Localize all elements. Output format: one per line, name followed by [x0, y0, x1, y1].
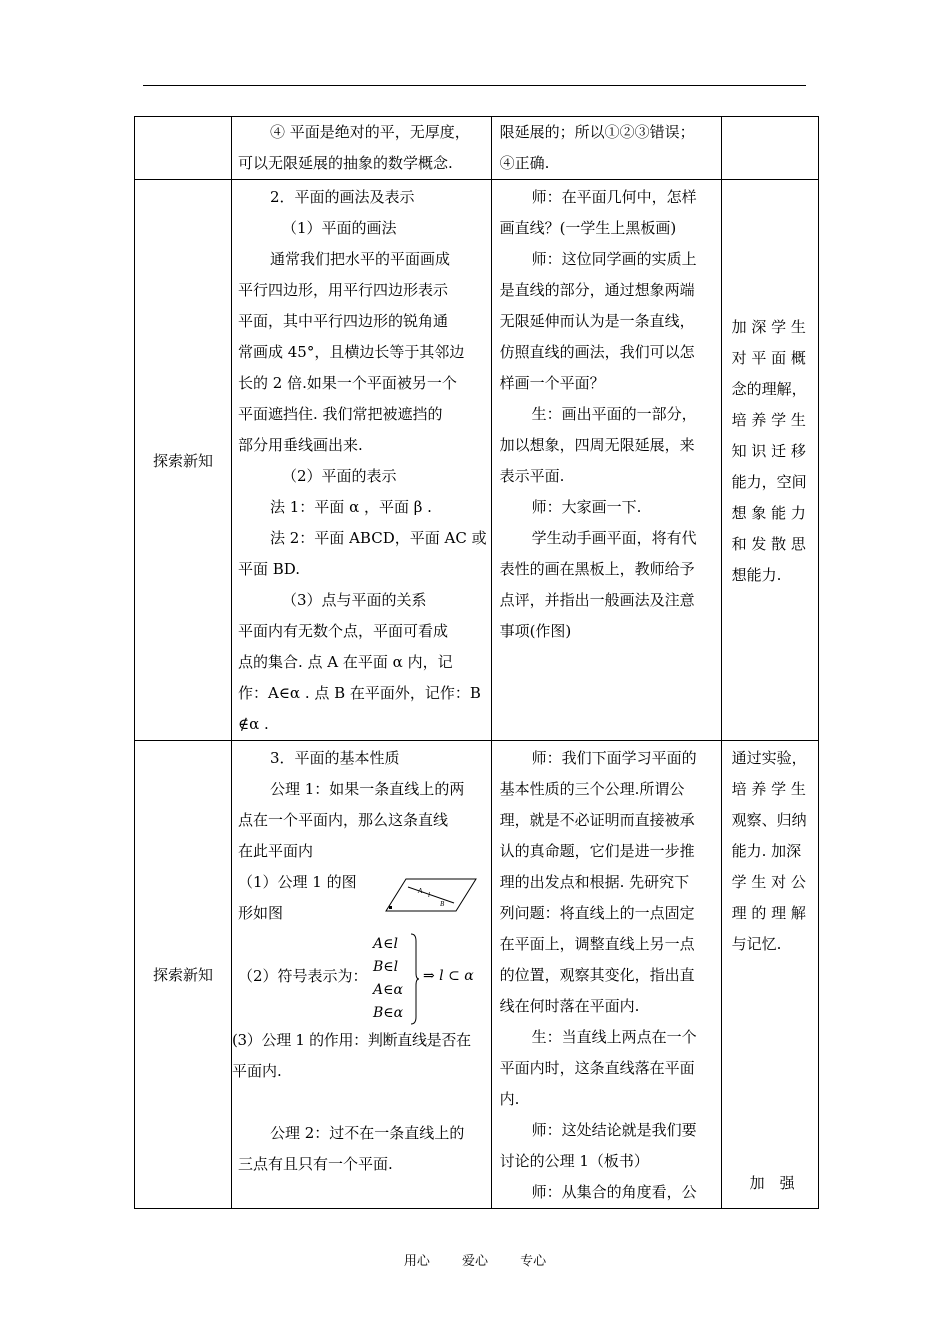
- text-line: 平面内时，这条直线落在平面: [499, 1059, 695, 1077]
- activity-cell: [491, 117, 721, 180]
- text-line: 在此平面内: [238, 842, 314, 860]
- text-line: 内.: [499, 1090, 520, 1108]
- text-line: 与记忆.: [731, 935, 782, 953]
- text-line: ④ 平面是绝对的平，无厚度，: [270, 123, 470, 141]
- axiom1-figure-block: [238, 867, 487, 929]
- activity-cell: [491, 741, 721, 1209]
- text-line: 理，就是不必证明而直接被承: [499, 811, 695, 829]
- text-line: 平面 BD.: [238, 560, 301, 578]
- text-line: 点的集合. 点 A 在平面 α 内，记: [238, 653, 453, 671]
- text-line: 师：我们下面学习平面的: [531, 749, 697, 767]
- content-cell: [232, 180, 492, 741]
- text-line: 师：这位同学画的实质上: [531, 250, 697, 268]
- row-label-empty: [135, 117, 232, 180]
- footer-text: 专心: [520, 1254, 547, 1269]
- text-line: 法 2：平面 ABCD，平面 AC 或: [270, 529, 487, 547]
- text-line: 画直线？(一学生上黑板画): [499, 219, 677, 237]
- point-label: B: [440, 900, 445, 908]
- text-line: 事项(作图): [499, 622, 572, 640]
- footer-text: 用心: [403, 1254, 430, 1269]
- text-line: 和 发 散 思: [731, 535, 806, 553]
- text-line: 念的理解，: [731, 380, 807, 398]
- text-line: 三点有且只有一个平面.: [238, 1155, 393, 1173]
- text-line: 限延展的；所以①②③错误；: [499, 123, 695, 141]
- point-label: A: [418, 887, 423, 895]
- text-line: 师：在平面几何中，怎样: [531, 188, 697, 206]
- text-line: 想 象 能 力: [731, 504, 806, 522]
- text-line: 理的出发点和根据. 先研究下: [499, 873, 690, 891]
- text-line: 师：大家画一下.: [531, 498, 642, 516]
- footer-text: 爱心: [461, 1254, 488, 1269]
- text-line: （1）公理 1 的图: [238, 873, 357, 891]
- text-line: 生：画出平面的一部分，: [531, 405, 697, 423]
- text-line: 公理 1：如果一条直线上的两: [270, 780, 465, 798]
- subsection-title: （1）平面的画法: [282, 219, 397, 237]
- content-cell: [232, 741, 492, 1209]
- section-title: 2．平面的画法及表示: [270, 188, 415, 206]
- header-rule: [143, 85, 806, 86]
- row-label: 探索新知: [135, 180, 232, 741]
- text-line: 生：当直线上两点在一个: [531, 1028, 697, 1046]
- text-line: 平面内有无数个点，平面可看成: [238, 622, 449, 640]
- text-line: 平面内.: [232, 1062, 282, 1080]
- text-line: 观察、归纳: [731, 811, 807, 829]
- line-label: l: [428, 891, 430, 899]
- text-line: （2）符号表示为：: [238, 967, 368, 985]
- text-line: 可以无限延展的抽象的数学概念.: [238, 154, 453, 172]
- symbol-list: [373, 933, 403, 1025]
- text-line: 师：这处结论就是我们要: [531, 1121, 697, 1139]
- text-line: 加以想象，四周无限延展，来: [499, 436, 695, 454]
- plane-figure: [384, 873, 480, 917]
- text-line: 理 的 理 解: [731, 904, 806, 922]
- text-line: 培 养 学 生: [731, 780, 806, 798]
- text-line: 平面遮挡住. 我们常把被遮挡的: [238, 405, 443, 423]
- text-line: 通过实验，: [731, 749, 807, 767]
- text-line: 能力. 加深: [731, 842, 802, 860]
- text-line: 样画一个平面？: [499, 374, 605, 392]
- text-line: 表示平面.: [499, 467, 565, 485]
- text-line: ∉α .: [238, 715, 269, 733]
- text-line: 仿照直线的画法，我们可以怎: [499, 343, 695, 361]
- text-line: 在平面上，调整直线上另一点: [499, 935, 695, 953]
- line-l: [408, 887, 454, 903]
- content-cell: [232, 117, 492, 180]
- text-line: 长的 2 倍.如果一个平面被另一个: [238, 374, 457, 392]
- text-line: 认的真命题，它们是进一步推: [499, 842, 695, 860]
- text-line: 常画成 45°，且横边长等于其邻边: [238, 343, 465, 361]
- text-line: 学生动手画平面，将有代: [531, 529, 697, 547]
- right-brace: [410, 933, 420, 1025]
- implication: ⇒ l ⊂ α: [423, 968, 474, 984]
- purpose-cell: [721, 180, 818, 741]
- corner-mark: [389, 906, 392, 909]
- text-line: 师：从集合的角度看，公: [531, 1183, 697, 1201]
- table-row: [135, 741, 819, 1209]
- symbol: A∈l: [373, 936, 398, 952]
- text-line: 表性的画在黑板上，教师给予: [499, 560, 695, 578]
- text-line: 点评，并指出一般画法及注意: [499, 591, 695, 609]
- text-line: 对 平 面 概: [731, 349, 806, 367]
- text-line: 列问题：将直线上的一点固定: [499, 904, 695, 922]
- text-line: 平行四边形，用平行四边形表示: [238, 281, 449, 299]
- symbol: B∈l: [373, 959, 399, 975]
- table-row: [135, 117, 819, 180]
- symbol: B∈α: [373, 1005, 404, 1021]
- text-line: 平面，其中平行四边形的锐角通: [238, 312, 449, 330]
- text-line: 想能力.: [731, 566, 782, 584]
- text-line: 点在一个平面内，那么这条直线: [238, 811, 449, 829]
- text-line: 知 识 迁 移: [731, 442, 806, 460]
- text-line: 部分用垂线画出来.: [238, 436, 363, 454]
- text-line: 无限延伸而认为是一条直线，: [499, 312, 695, 330]
- text-line: 能力，空间: [731, 473, 807, 491]
- text-line: ④正确.: [499, 154, 550, 172]
- text-line: 线在何时落在平面内.: [499, 997, 640, 1015]
- text-line: 培 养 学 生: [731, 411, 806, 429]
- text-line: 法 1：平面 α ，平面 β .: [270, 498, 432, 516]
- text-line: 形如图: [238, 904, 284, 922]
- text-line: (3）公理 1 的作用：判断直线是否在: [232, 1031, 471, 1049]
- page-footer: [0, 1250, 950, 1269]
- text-line: 加 深 学 生: [731, 318, 806, 336]
- text-line: 通常我们把水平的平面画成: [270, 250, 451, 268]
- text-line: 是直线的部分，通过想象两端: [499, 281, 695, 299]
- lesson-table: [134, 116, 819, 1209]
- symbol: A∈α: [373, 982, 403, 998]
- section-title: 3．平面的基本性质: [270, 749, 400, 767]
- row-label: 探索新知: [135, 741, 232, 1209]
- text-line: 作：A∈α . 点 B 在平面外，记作：B: [238, 684, 481, 702]
- table-row: [135, 180, 819, 741]
- subsection-title: （3）点与平面的关系: [282, 591, 427, 609]
- text-line: 加 强: [749, 1174, 795, 1192]
- symbol-block: [238, 929, 487, 1025]
- text-line: 讨论的公理 1（板书）: [499, 1152, 649, 1170]
- text-line: 基本性质的三个公理.所谓公: [499, 780, 685, 798]
- purpose-cell: [721, 741, 818, 1209]
- text-line: 学 生 对 公: [731, 873, 806, 891]
- subsection-title: （2）平面的表示: [282, 467, 397, 485]
- activity-cell: [491, 180, 721, 741]
- text-line: 的位置，观察其变化，指出直: [499, 966, 695, 984]
- purpose-cell: [721, 117, 818, 180]
- text-line: 公理 2：过不在一条直线上的: [270, 1124, 465, 1142]
